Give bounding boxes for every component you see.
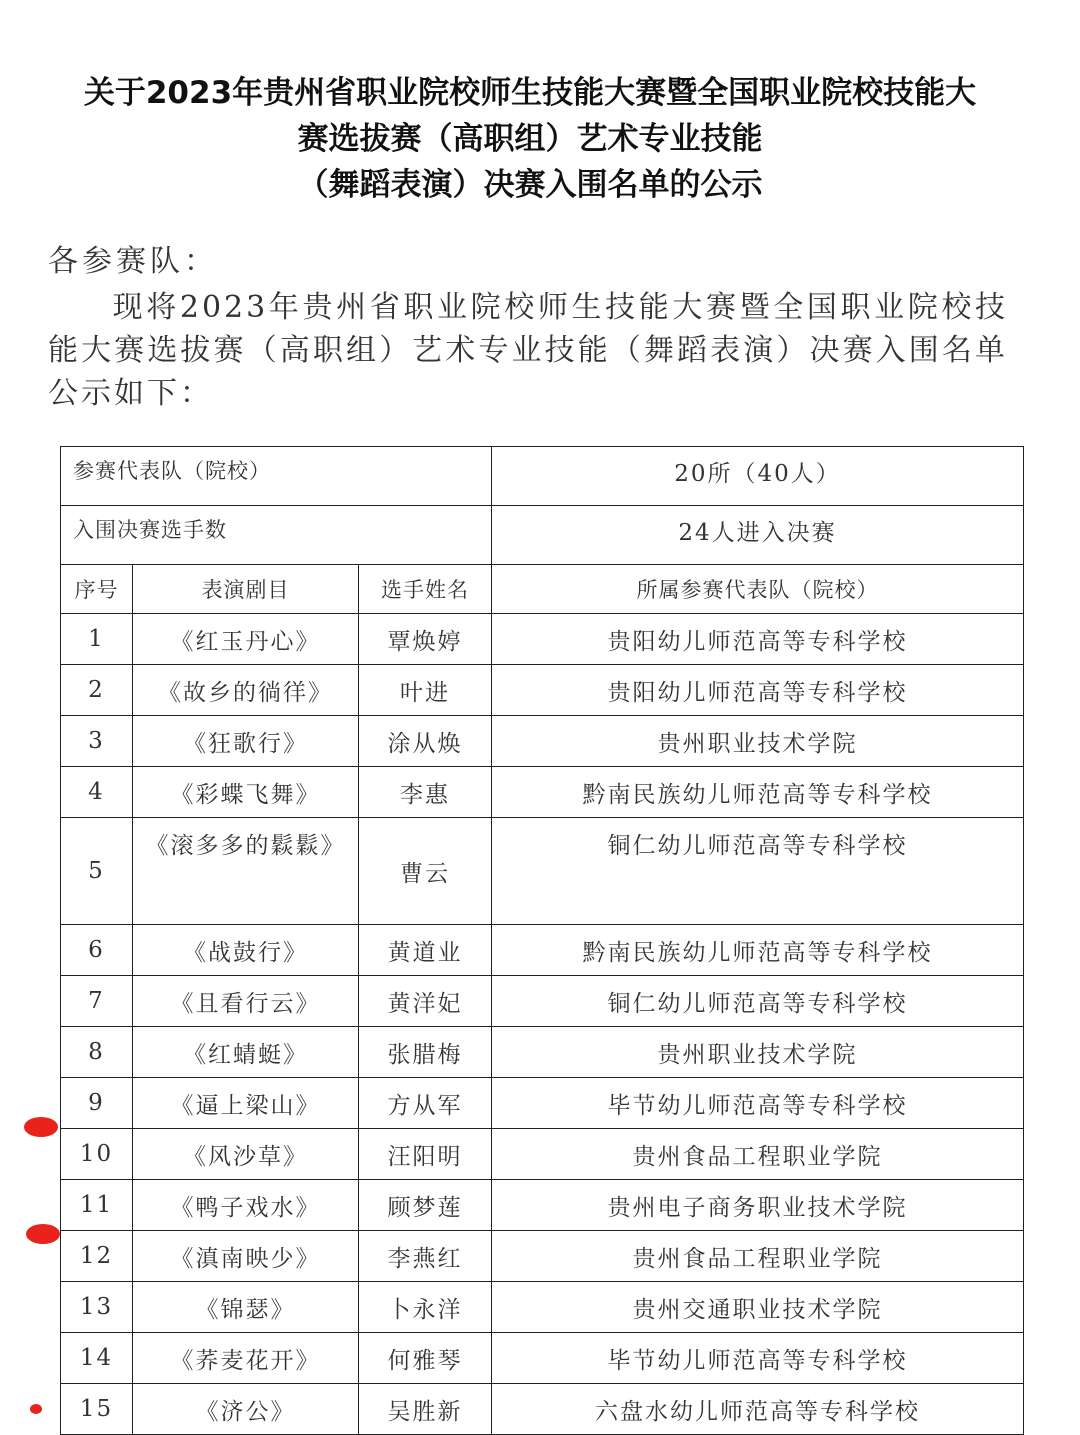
title-line: 赛选拔赛（高职组）艺术专业技能 — [297, 121, 763, 157]
table-row — [61, 665, 1024, 716]
cell-school: 贵州职业技术学院 — [492, 716, 1024, 767]
cell-school: 黔南民族幼儿师范高等专科学校 — [492, 767, 1024, 818]
red-highlight-mark — [30, 1404, 42, 1414]
table-row — [61, 1231, 1024, 1282]
table-row — [61, 1333, 1024, 1384]
cell-performance: 《滚多多的鬏鬏》 — [133, 818, 359, 925]
cell-school: 铜仁幼儿师范高等专科学校 — [492, 976, 1024, 1027]
cell-performance: 《彩蝶飞舞》 — [133, 767, 359, 818]
header-number: 序号 — [61, 565, 133, 614]
intro-paragraph — [48, 286, 1008, 415]
cell-performance: 《锦瑟》 — [133, 1282, 359, 1333]
cell-name: 覃焕婷 — [359, 614, 492, 665]
table-row — [61, 925, 1024, 976]
summary-label: 参赛代表队（院校） — [61, 447, 492, 506]
title-line: （舞蹈表演）决赛入围名单的公示 — [297, 167, 763, 203]
cell-number: 7 — [61, 976, 133, 1027]
table-row — [61, 614, 1024, 665]
table-header-row — [61, 565, 1024, 614]
header-name: 选手姓名 — [359, 565, 492, 614]
table-row — [61, 716, 1024, 767]
cell-performance: 《滇南映少》 — [133, 1231, 359, 1282]
cell-school: 贵州食品工程职业学院 — [492, 1231, 1024, 1282]
cell-school: 毕节幼儿师范高等专科学校 — [492, 1078, 1024, 1129]
cell-name: 涂从焕 — [359, 716, 492, 767]
cell-number: 8 — [61, 1027, 133, 1078]
cell-performance: 《荞麦花开》 — [133, 1333, 359, 1384]
cell-name: 汪阳明 — [359, 1129, 492, 1180]
cell-name: 叶进 — [359, 665, 492, 716]
cell-number: 13 — [61, 1282, 133, 1333]
cell-number: 12 — [61, 1231, 133, 1282]
document-title — [30, 70, 1030, 208]
cell-name: 黄洋妃 — [359, 976, 492, 1027]
cell-number: 3 — [61, 716, 133, 767]
cell-number: 4 — [61, 767, 133, 818]
cell-number: 2 — [61, 665, 133, 716]
cell-school: 贵阳幼儿师范高等专科学校 — [492, 614, 1024, 665]
cell-name: 李惠 — [359, 767, 492, 818]
cell-performance: 《战鼓行》 — [133, 925, 359, 976]
summary-row — [61, 506, 1024, 565]
table-row — [61, 976, 1024, 1027]
cell-number: 5 — [61, 818, 133, 925]
cell-school: 贵阳幼儿师范高等专科学校 — [492, 665, 1024, 716]
header-school: 所属参赛代表队（院校） — [492, 565, 1024, 614]
cell-name: 曹云 — [359, 818, 492, 925]
intro-text: 现将2023年贵州省职业院校师生技能大赛暨全国职业院校技能大赛选拔赛（高职组）艺术专业技能（舞蹈表演）决赛入围名单公示如下： — [48, 290, 1008, 411]
cell-number: 14 — [61, 1333, 133, 1384]
cell-performance: 《鸭子戏水》 — [133, 1180, 359, 1231]
table-row — [61, 1180, 1024, 1231]
cell-performance: 《红玉丹心》 — [133, 614, 359, 665]
cell-performance: 《红蜻蜓》 — [133, 1027, 359, 1078]
cell-name: 黄道业 — [359, 925, 492, 976]
red-highlight-mark — [24, 1117, 58, 1137]
cell-school: 黔南民族幼儿师范高等专科学校 — [492, 925, 1024, 976]
red-highlight-mark — [26, 1224, 60, 1244]
cell-performance: 《狂歌行》 — [133, 716, 359, 767]
summary-row — [61, 447, 1024, 506]
cell-number: 10 — [61, 1129, 133, 1180]
cell-number: 9 — [61, 1078, 133, 1129]
title-line: 关于2023年贵州省职业院校师生技能大赛暨全国职业院校技能大 — [83, 75, 977, 111]
cell-school: 贵州电子商务职业技术学院 — [492, 1180, 1024, 1231]
salutation: 各参赛队： — [48, 244, 218, 279]
table-row — [61, 767, 1024, 818]
cell-school: 毕节幼儿师范高等专科学校 — [492, 1333, 1024, 1384]
table-row — [61, 1078, 1024, 1129]
cell-school: 六盘水幼儿师范高等专科学校 — [492, 1384, 1024, 1435]
cell-name: 何雅琴 — [359, 1333, 492, 1384]
summary-value: 24人进入决赛 — [492, 506, 1024, 565]
summary-label: 入围决赛选手数 — [61, 506, 492, 565]
cell-number: 11 — [61, 1180, 133, 1231]
cell-performance: 《且看行云》 — [133, 976, 359, 1027]
header-performance: 表演剧目 — [133, 565, 359, 614]
cell-number: 6 — [61, 925, 133, 976]
cell-performance: 《故乡的徜徉》 — [133, 665, 359, 716]
cell-name: 方从军 — [359, 1078, 492, 1129]
cell-school: 贵州交通职业技术学院 — [492, 1282, 1024, 1333]
cell-school: 贵州职业技术学院 — [492, 1027, 1024, 1078]
cell-performance: 《风沙草》 — [133, 1129, 359, 1180]
table-row — [61, 1027, 1024, 1078]
finalist-table — [60, 446, 1024, 1435]
table-row — [61, 1129, 1024, 1180]
cell-number: 1 — [61, 614, 133, 665]
cell-name: 卜永洋 — [359, 1282, 492, 1333]
cell-performance: 《济公》 — [133, 1384, 359, 1435]
cell-school: 贵州食品工程职业学院 — [492, 1129, 1024, 1180]
table-row — [61, 1384, 1024, 1435]
cell-school: 铜仁幼儿师范高等专科学校 — [492, 818, 1024, 925]
table-row — [61, 818, 1024, 925]
cell-name: 顾梦莲 — [359, 1180, 492, 1231]
table-row — [61, 1282, 1024, 1333]
summary-value: 20所（40人） — [492, 447, 1024, 506]
cell-performance: 《逼上梁山》 — [133, 1078, 359, 1129]
cell-name: 李燕红 — [359, 1231, 492, 1282]
cell-number: 15 — [61, 1384, 133, 1435]
cell-name: 吴胜新 — [359, 1384, 492, 1435]
cell-name: 张腊梅 — [359, 1027, 492, 1078]
